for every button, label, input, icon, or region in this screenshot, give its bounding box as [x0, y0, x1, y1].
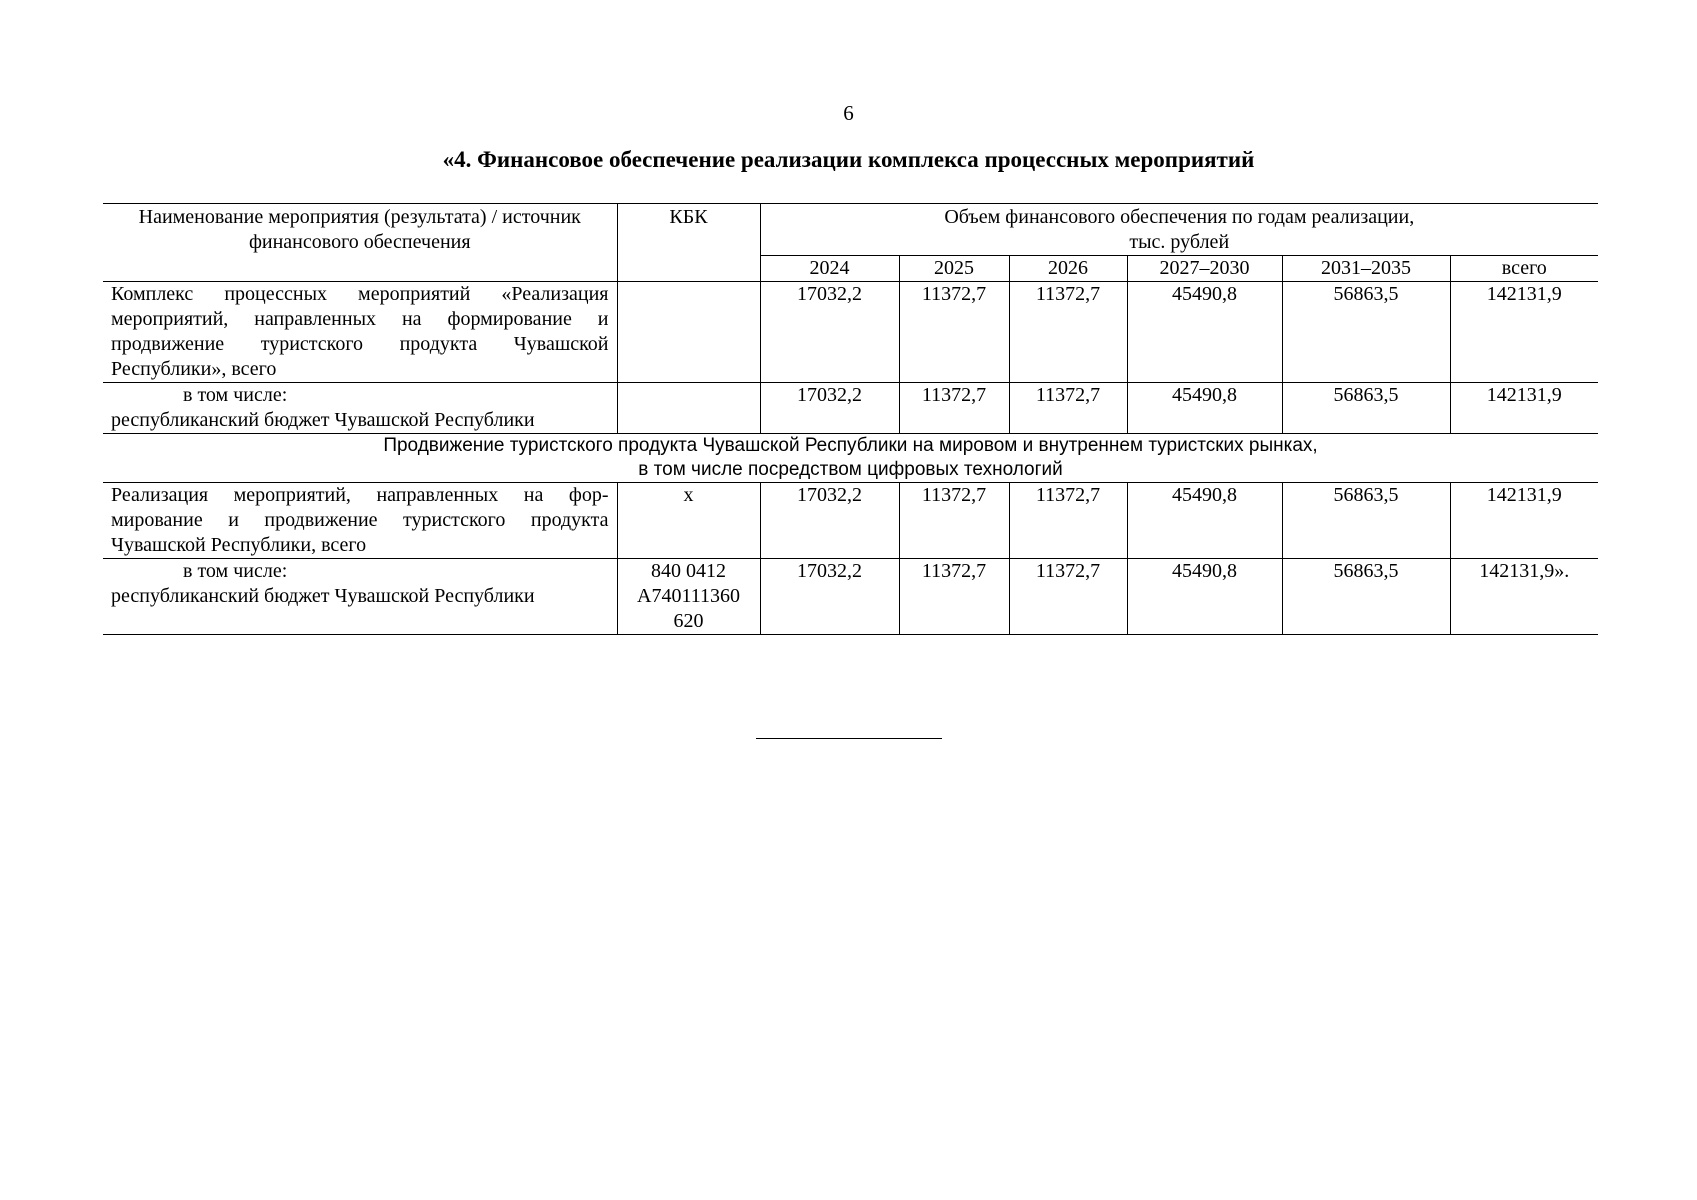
section-title: «4. Финансовое обеспечение реализации комплекса процессных мероприятий	[442, 147, 1255, 172]
value-cell: 56863,5	[1282, 383, 1450, 434]
kbk-line3: 620	[673, 610, 704, 632]
value-cell: 11372,7	[899, 559, 1009, 635]
financing-table	[103, 203, 1598, 635]
row-kbk	[617, 383, 760, 434]
value-cell: 142131,9	[1450, 383, 1598, 434]
table-row	[103, 282, 1598, 383]
separator-line	[756, 738, 942, 739]
row-name-line2: республиканский бюджет Чувашской Республики	[111, 585, 535, 607]
value-cell: 11372,7	[1009, 383, 1127, 434]
value-cell: 56863,5	[1282, 282, 1450, 383]
section-heading-line2: в том числе посредством цифровых технологий	[638, 459, 1063, 480]
value-cell: 11372,7	[899, 383, 1009, 434]
header-name: Наименование мероприятия (результата) / источник финансового обеспечения	[103, 204, 617, 282]
value-cell: 17032,2	[760, 282, 899, 383]
value-cell: 17032,2	[760, 559, 899, 635]
section-row	[103, 434, 1598, 483]
value-cell: 45490,8	[1127, 383, 1282, 434]
section-heading-line1: Продвижение туристского продукта Чувашской Республики на мировом и внутреннем туристских рынках,	[383, 435, 1318, 456]
value-cell: 17032,2	[760, 383, 899, 434]
row-name-line1: в том числе:	[183, 384, 288, 406]
table-row	[103, 483, 1598, 559]
row-name	[103, 559, 617, 635]
row-name	[103, 383, 617, 434]
year-header: 2025	[899, 256, 1009, 282]
value-cell: 17032,2	[760, 483, 899, 559]
header-volume-line2: тыс. рублей	[1129, 231, 1230, 253]
value-cell: 56863,5	[1282, 559, 1450, 635]
page-number: 6	[843, 101, 854, 125]
value-cell: 142131,9	[1450, 483, 1598, 559]
year-header: 2026	[1009, 256, 1127, 282]
section-heading	[103, 434, 1598, 483]
value-cell: 11372,7	[1009, 483, 1127, 559]
value-cell: 142131,9	[1450, 282, 1598, 383]
row-name-line1: в том числе:	[183, 560, 288, 582]
value-cell: 45490,8	[1127, 282, 1282, 383]
row-name: Комплекс процессных мероприятий «Реализация мероприятий, направленных на формирование и продвижение туристского продукта Чувашской Республики», всего	[103, 282, 617, 383]
header-kbk: КБК	[617, 204, 760, 282]
value-cell: 11372,7	[1009, 282, 1127, 383]
value-cell: 45490,8	[1127, 559, 1282, 635]
value-cell: 45490,8	[1127, 483, 1282, 559]
table-row	[103, 383, 1598, 434]
value-cell: 142131,9».	[1450, 559, 1598, 635]
year-header: 2024	[760, 256, 899, 282]
kbk-line2: А740111360	[637, 585, 740, 607]
table-row	[103, 559, 1598, 635]
value-cell: 11372,7	[899, 282, 1009, 383]
year-header: 2027–2030	[1127, 256, 1282, 282]
year-header: 2031–2035	[1282, 256, 1450, 282]
header-row	[103, 204, 1598, 256]
row-name-line2: республиканский бюджет Чувашской Республики	[111, 409, 535, 431]
value-cell: 11372,7	[899, 483, 1009, 559]
value-cell: 56863,5	[1282, 483, 1450, 559]
kbk-line1: 840 0412	[651, 560, 726, 582]
row-name: Реализация мероприятий, направленных на формирование и продвижение туристского продукта Чувашской Республики, всего	[103, 483, 617, 559]
header-volume	[760, 204, 1598, 256]
total-header: всего	[1450, 256, 1598, 282]
header-volume-line1: Объем финансового обеспечения по годам реализации,	[944, 206, 1415, 228]
value-cell: 11372,7	[1009, 559, 1127, 635]
row-kbk: х	[617, 483, 760, 559]
row-kbk	[617, 559, 760, 635]
row-kbk	[617, 282, 760, 383]
